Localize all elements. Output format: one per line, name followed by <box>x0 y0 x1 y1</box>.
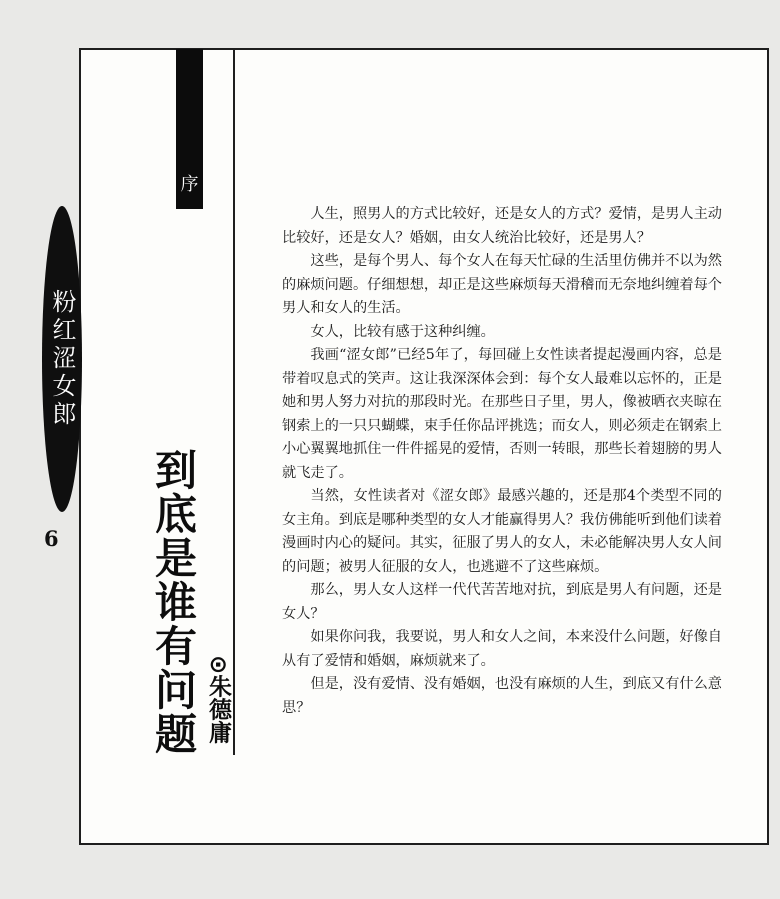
paragraph: 当然，女性读者对《涩女郎》最感兴趣的，还是那4个类型不同的女主角。到底是哪种类型的女人才能赢得男人？我仿佛能听到他们读着漫画时内心的疑问。其实，征服了男人的女人，未必能解决男人女人间的问题；被男人征服的女人，也逃避不了这些麻烦。 <box>282 488 722 575</box>
paragraph: 但是，没有爱情、没有婚姻，也没有麻烦的人生，到底又有什么意思？ <box>282 676 722 716</box>
book-title: 粉红涩女郎 <box>48 289 76 429</box>
side-tab <box>42 206 82 512</box>
paragraph: 如果你问我，我要说，男人和女人之间，本来没什么问题，好像自从有了爱情和婚姻，麻烦就来了。 <box>282 629 722 669</box>
vertical-rule <box>233 49 235 755</box>
paragraph: 我画“涩女郎”已经5年了，每回碰上女性读者提起漫画内容，总是带着叹息式的笑声。这让我深深体会到：每个女人最难以忘怀的，正是她和男人努力对抗的那段时光。在那些日子里，男人，像被晒衣夹晾在钢索上的一只只蝴蝶，束手任你品评挑选；而女人，则必须走在钢索上小心翼翼地抓住一件件摇晃的爱情，否则一转眼，那些长着翅膀的男人就飞走了。 <box>282 347 722 481</box>
article-body <box>282 203 722 720</box>
paragraph: 这些，是每个男人、每个女人在每天忙碌的生活里仿佛并不以为然的麻烦问题。仔细想想，却正是这些麻烦每天滑稽而无奈地纠缠着每个男人和女人的生活。 <box>282 253 722 316</box>
section-label: 序 <box>180 174 199 195</box>
paragraph: 那么，男人女人这样一代代苦苦地对抗，到底是男人有问题，还是女人？ <box>282 582 722 622</box>
paragraph: 人生，照男人的方式比较好，还是女人的方式？爱情，是男人主动比较好，还是女人？婚姻，由女人统治比较好，还是男人？ <box>282 206 722 246</box>
author-byline: ⊙朱德庸 <box>205 655 231 744</box>
page-number: 6 <box>44 526 59 551</box>
article-title: 到底是谁有问题 <box>149 448 198 756</box>
paragraph: 女人，比较有感于这种纠缠。 <box>310 323 495 340</box>
